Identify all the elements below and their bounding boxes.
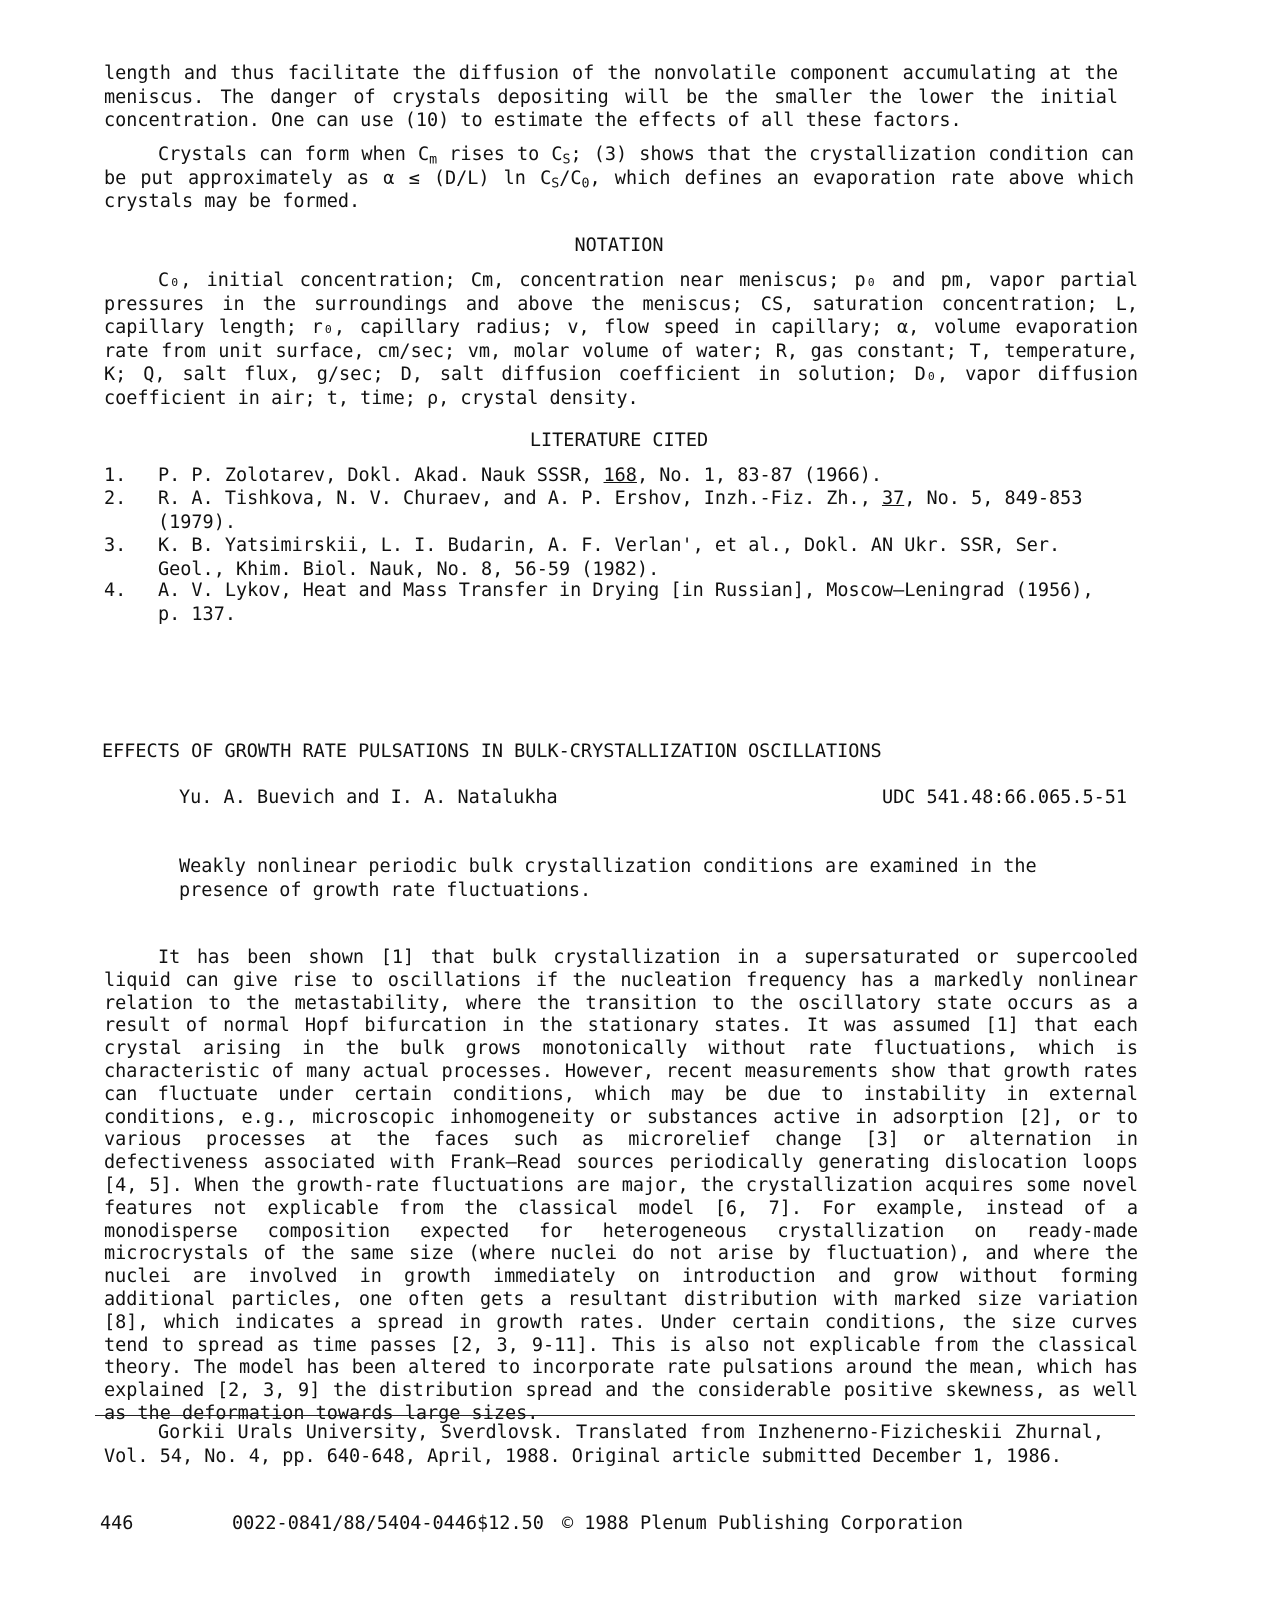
para2-sub-1: m	[429, 152, 438, 168]
reference-number: 2.	[104, 488, 127, 509]
reference-3	[104, 534, 1134, 582]
article-udc: UDC 541.48:66.065.5-51	[882, 787, 1128, 808]
literature-heading: LITERATURE CITED	[529, 430, 709, 451]
article-title: EFFECTS OF GROWTH RATE PULSATIONS IN BULK-CRYSTALLIZATION OSCILLATIONS	[102, 741, 882, 762]
para2-text-d: /C	[559, 167, 582, 189]
page-number: 446	[100, 1513, 134, 1534]
reference-1	[104, 464, 1134, 488]
article-authors: Yu. A. Buevich and I. A. Natalukha	[179, 787, 558, 808]
continuation-paragraph-2	[104, 143, 1134, 214]
reference-number: 3.	[104, 535, 127, 556]
para2-text-b: rises to C	[437, 144, 563, 165]
continuation-paragraph-1: length and thus facilitate the diffusion of the nonvolatile component accumulating at the meniscus. The danger of crystals depositing will be the smaller the lower the initial concentration. One can use (10) to estimate the effects of all these factors.	[104, 63, 1118, 131]
reference-text: K. B. Yatsimirskii, L. I. Budarin, A. F. Verlan', et al., Dokl. AN Ukr. SSR, Ser. Geol., Khim. Biol. Nauk, No. 8, 56-59 (1982).	[158, 535, 1061, 580]
footnote-divider	[95, 1415, 1135, 1416]
para2-text-a: Crystals can form when C	[158, 144, 430, 165]
reference-text: A. V. Lykov, Heat and Mass Transfer in Drying [in Russian], Moscow—Leningrad (1956), p. 137.	[158, 580, 1094, 625]
copyright-notice: © 1988 Plenum Publishing Corporation	[562, 1513, 963, 1534]
notation-text: C₀, initial concentration; Cm, concentration near meniscus; p₀ and pm, vapor partial pressures in the surroundings and above the meniscus; CS, saturation concentration; L, capillary length; r₀, capillary radius; v, flow speed in capillary; α, volume evaporation rate from unit surface, cm/sec; vm, molar volume of water; R, gas constant; T, temperature, K; Q, salt flux, g/sec; D, salt diffusion coefficient in solution; D₀, vapor diffusion coefficient in air; t, time; ρ, crystal density.	[104, 270, 1138, 409]
article-body-paragraph: It has been shown [1] that bulk crystallization in a supersaturated or supercooled liquid can give rise to oscillations if the nucleation frequency has a markedly nonlinear relation to the metastability, where the transition to the oscillatory state occurs as a result of normal Hopf bifurcation in the stationary states. It was assumed [1] that each crystal arising in the bulk grows monotonically without rate fluctuations, which is characteristic of many actual processes. However, recent measurements show that growth rates can fluctuate under certain conditions, which may be due to instability in external conditions, e.g., microscopic inhomogeneity or substances active in adsorption [2], or to various processes at the faces such as microrelief change [3] or alternation in defectiveness associated with Frank—Read sources periodically generating dislocation loops [4, 5]. When the growth-rate fluctuations are major, the crystallization acquires some novel features not explicable from the classical model [6, 7]. For example, instead of a monodisperse composition expected for heterogeneous crystallization on ready-made microcrystals of the same size (where nuclei do not arise by fluctuation), and where the nuclei are involved in growth immediately on introduction and grow without forming additional particles, one often gets a resultant distribution with marked size variation [8], which indicates a spread in growth rates. Under certain conditions, the size curves tend to spread as time passes [2, 3, 9-11]. This is also not explicable from the classical theory. The model has been altered to incorporate rate pulsations around the mean, which has explained [2, 3, 9] the distribution spread and the considerable positive skewness, as well as the deformation towards large sizes.	[104, 947, 1138, 1424]
article-code: 0022-0841/88/5404-0446$12.50	[232, 1513, 544, 1534]
article-abstract: Weakly nonlinear periodic bulk crystallization conditions are examined in the presence of growth rate fluctuations.	[179, 856, 1037, 901]
para2-sub-2: S	[562, 152, 571, 168]
reference-2	[104, 487, 1134, 535]
para2-text-e: , which defines an evaporation rate above which crystals may be formed.	[104, 167, 1134, 212]
reference-number: 4.	[104, 580, 127, 601]
para2-sub-4: 0	[581, 175, 590, 191]
reference-number: 1.	[104, 465, 127, 486]
para2-sub-3: S	[551, 175, 560, 191]
reference-4	[104, 579, 1134, 627]
para2-text-c: ; (3) shows that the crystallization condition can be put approximately as α ≤ (D/L) ln C	[104, 144, 1134, 189]
notation-heading: NOTATION	[574, 235, 664, 256]
reference-text: R. A. Tishkova, N. V. Churaev, and A. P. Ershov, Inzh.-Fiz. Zh., 37, No. 5, 849-853 (1979).	[158, 488, 1083, 533]
reference-text: P. P. Zolotarev, Dokl. Akad. Nauk SSSR, 168, No. 1, 83-87 (1966).	[158, 465, 882, 486]
footnote-text: Gorkii Urals University, Sverdlovsk. Translated from Inzhenerno-Fizicheskii Zhurnal, Vol. 54, No. 4, pp. 640-648, April, 1988. Original article submitted December 1, 1986.	[104, 1422, 1104, 1467]
